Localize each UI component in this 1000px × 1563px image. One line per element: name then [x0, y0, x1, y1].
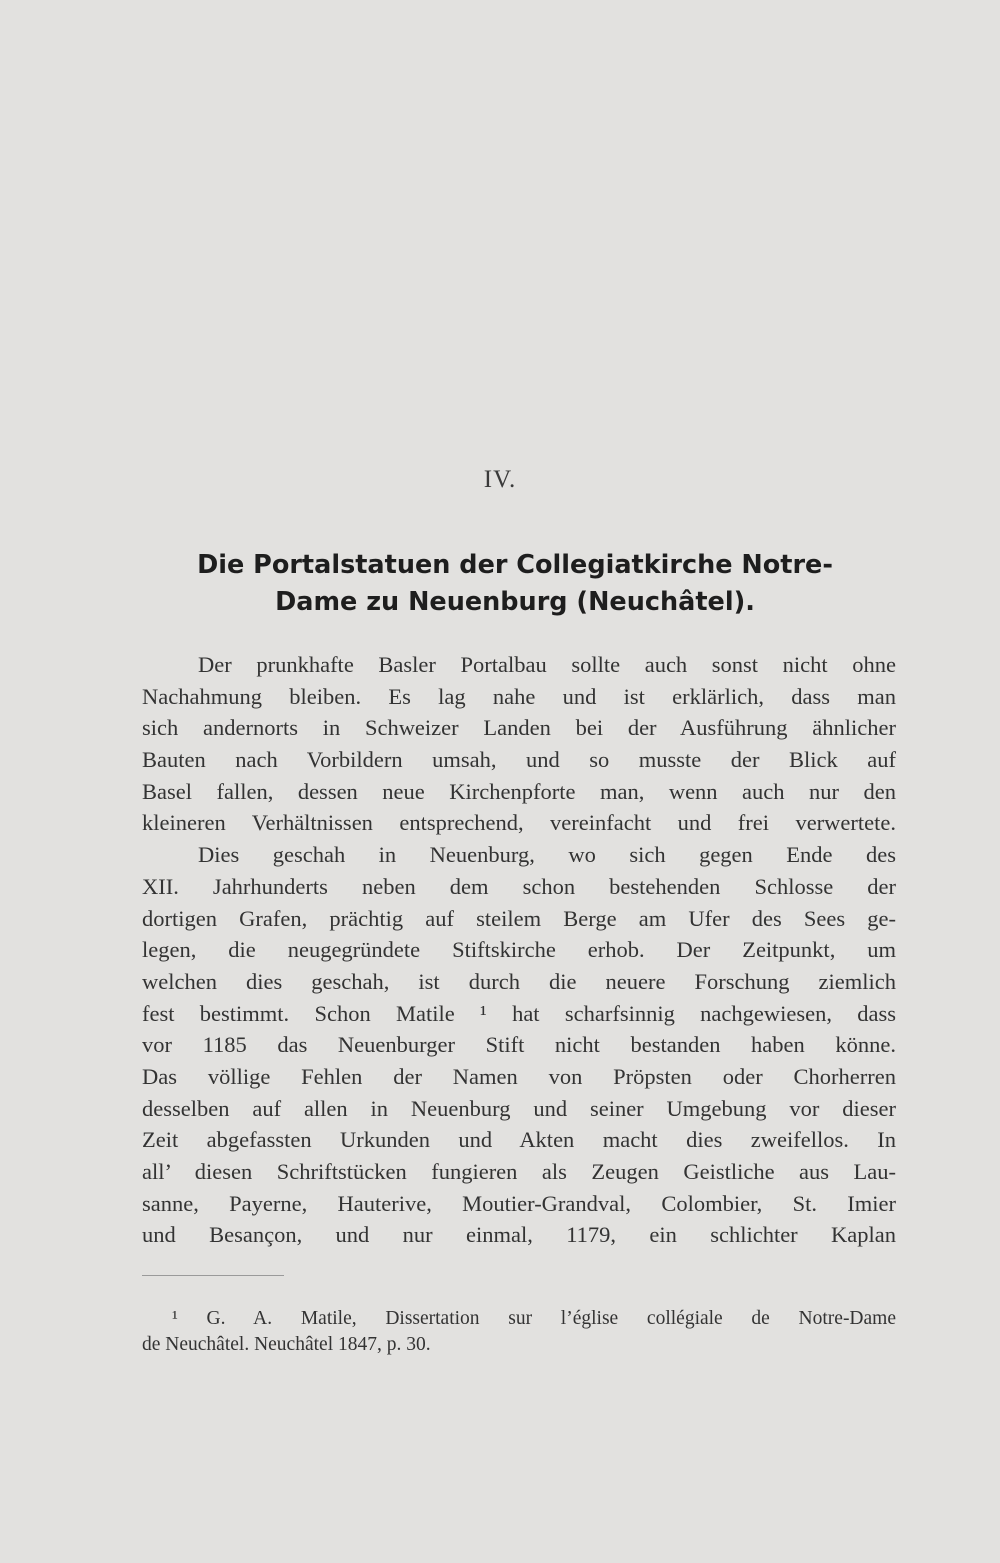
body-line: all’ diesen Schriftstücken fungieren als Zeugen Geistliche aus Lau-: [142, 1159, 896, 1184]
body-line: sich andernorts in Schweizer Landen bei der Ausführung ähnlicher: [142, 715, 896, 741]
footnote: [142, 1306, 896, 1358]
body-line: Basel fallen, dessen neue Kirchenpforte man, wenn auch nur den: [142, 778, 896, 804]
footnote-line: ¹ G. A. Matile, Dissertation sur l’église collégiale de Notre-Dame: [172, 1308, 896, 1329]
body-line: und Besançon, und nur einmal, 1179, ein schlichter Kaplan: [142, 1222, 896, 1248]
body-line: Bauten nach Vorbildern umsah, und so musste der Blick auf: [142, 747, 896, 773]
body-line: legen, die neugegründete Stiftskirche erhob. Der Zeitpunkt, um: [142, 937, 896, 963]
footnote-line: de Neuchâtel. Neuchâtel 1847, p. 30.: [142, 1334, 431, 1355]
body-line: vor 1185 das Neuenburger Stift nicht bestanden haben könne.: [142, 1032, 896, 1058]
body-line: Zeit abgefassten Urkunden und Akten macht dies zweifellos. In: [142, 1127, 896, 1153]
chapter-title: [120, 547, 910, 621]
body-line: Nachahmung bleiben. Es lag nahe und ist erklärlich, dass man: [142, 683, 896, 709]
body-line: sanne, Payerne, Hauterive, Moutier-Grandval, Colombier, St. Imier: [142, 1190, 896, 1216]
body-line: desselben auf allen in Neuenburg und seiner Umgebung vor dieser: [142, 1095, 896, 1121]
body-line: Dies geschah in Neuenburg, wo sich gegen Ende des: [198, 842, 896, 868]
body-line: dortigen Grafen, prächtig auf steilem Berge am Ufer des Sees ge-: [142, 905, 896, 931]
body-line: Der prunkhafte Basler Portalbau sollte auch sonst nicht ohne: [198, 652, 896, 677]
body-line: welchen dies geschah, ist durch die neuere Forschung ziemlich: [142, 968, 896, 994]
chapter-title-line-1: Die Portalstatuen der Collegiatkirche Notre-: [197, 550, 833, 580]
body-line: Das völlige Fehlen der Namen von Pröpsten oder Chorherren: [142, 1063, 896, 1089]
body-line: kleineren Verhältnissen entsprechend, vereinfacht und frei verwertete.: [142, 810, 896, 836]
body-line: fest bestimmt. Schon Matile ¹ hat scharfsinnig nachgewiesen, dass: [142, 1000, 896, 1026]
chapter-number: IV.: [483, 466, 517, 493]
footnote-divider: [142, 1275, 284, 1276]
body-text: [142, 649, 896, 1251]
chapter-title-line-2: Dame zu Neuenburg (Neuchâtel).: [275, 587, 755, 617]
body-line: XII. Jahrhunderts neben dem schon bestehenden Schlosse der: [142, 873, 896, 899]
